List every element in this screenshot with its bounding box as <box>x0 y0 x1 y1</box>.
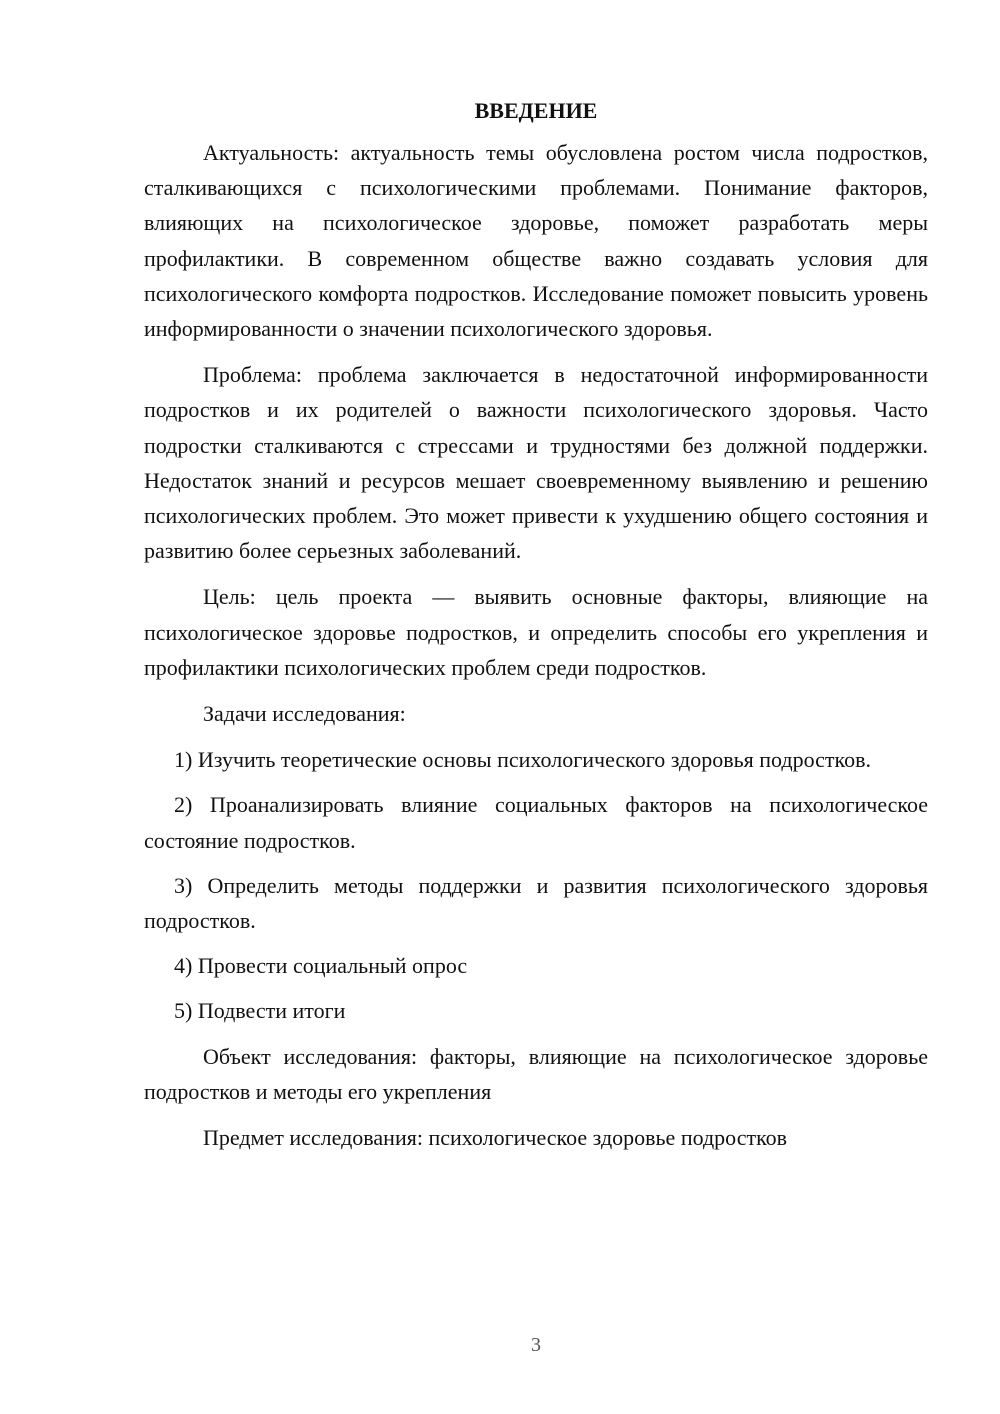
task-item-5: 5) Подвести итоги <box>174 998 346 1024</box>
tasks-heading: Задачи исследования: <box>203 701 406 727</box>
section-title: ВВЕДЕНИЕ <box>474 98 598 123</box>
task-item-2: 2) Проанализировать влияние социальных факторов на психологическое состояние подростков. <box>144 792 928 853</box>
task-item-4: 4) Провести социальный опрос <box>174 953 468 979</box>
page-number: 3 <box>531 1334 541 1356</box>
paragraph-subject: Предмет исследования: психологическое здоровье подростков <box>203 1125 788 1151</box>
task-item-3: 3) Определить методы поддержки и развития психологического здоровья подростков. <box>144 872 928 934</box>
task-item-1: 1) Изучить теоретические основы психологического здоровья подростков. <box>174 747 871 773</box>
paragraph-goal: Цель: цель проекта — выявить основные факторы, влияющие на психологическое здоровье подростков, и определить способы его укрепления и профилактики психологических проблем среди подростков. <box>144 584 928 680</box>
paragraph-object: Объект исследования: факторы, влияющие на психологическое здоровье подростков и методы его укрепления <box>144 1043 928 1104</box>
document-body <box>144 96 928 1166</box>
paragraph-problem: Проблема: проблема заключается в недостаточной информированности подростков и их родителей о важности психологического здоровья. Часто подростки сталкиваются с стрессами и трудностями без должной поддержки. Недостаток знаний и ресурсов мешает своевременному выявлению и решению психологических проблем. Это может привести к ухудшению общего состояния и развитию более серьезных заболеваний. <box>144 362 928 564</box>
paragraph-relevance: Актуальность: актуальность темы обусловлена ростом числа подростков, сталкивающихся с психологическими проблемами. Понимание факторов, влияющих на психологическое здоровье, поможет разработать меры профилактики. В современном обществе важно создавать условия для психологического комфорта подростков. Исследование поможет повысить уровень информированности о значении психологического здоровья. <box>144 140 928 342</box>
